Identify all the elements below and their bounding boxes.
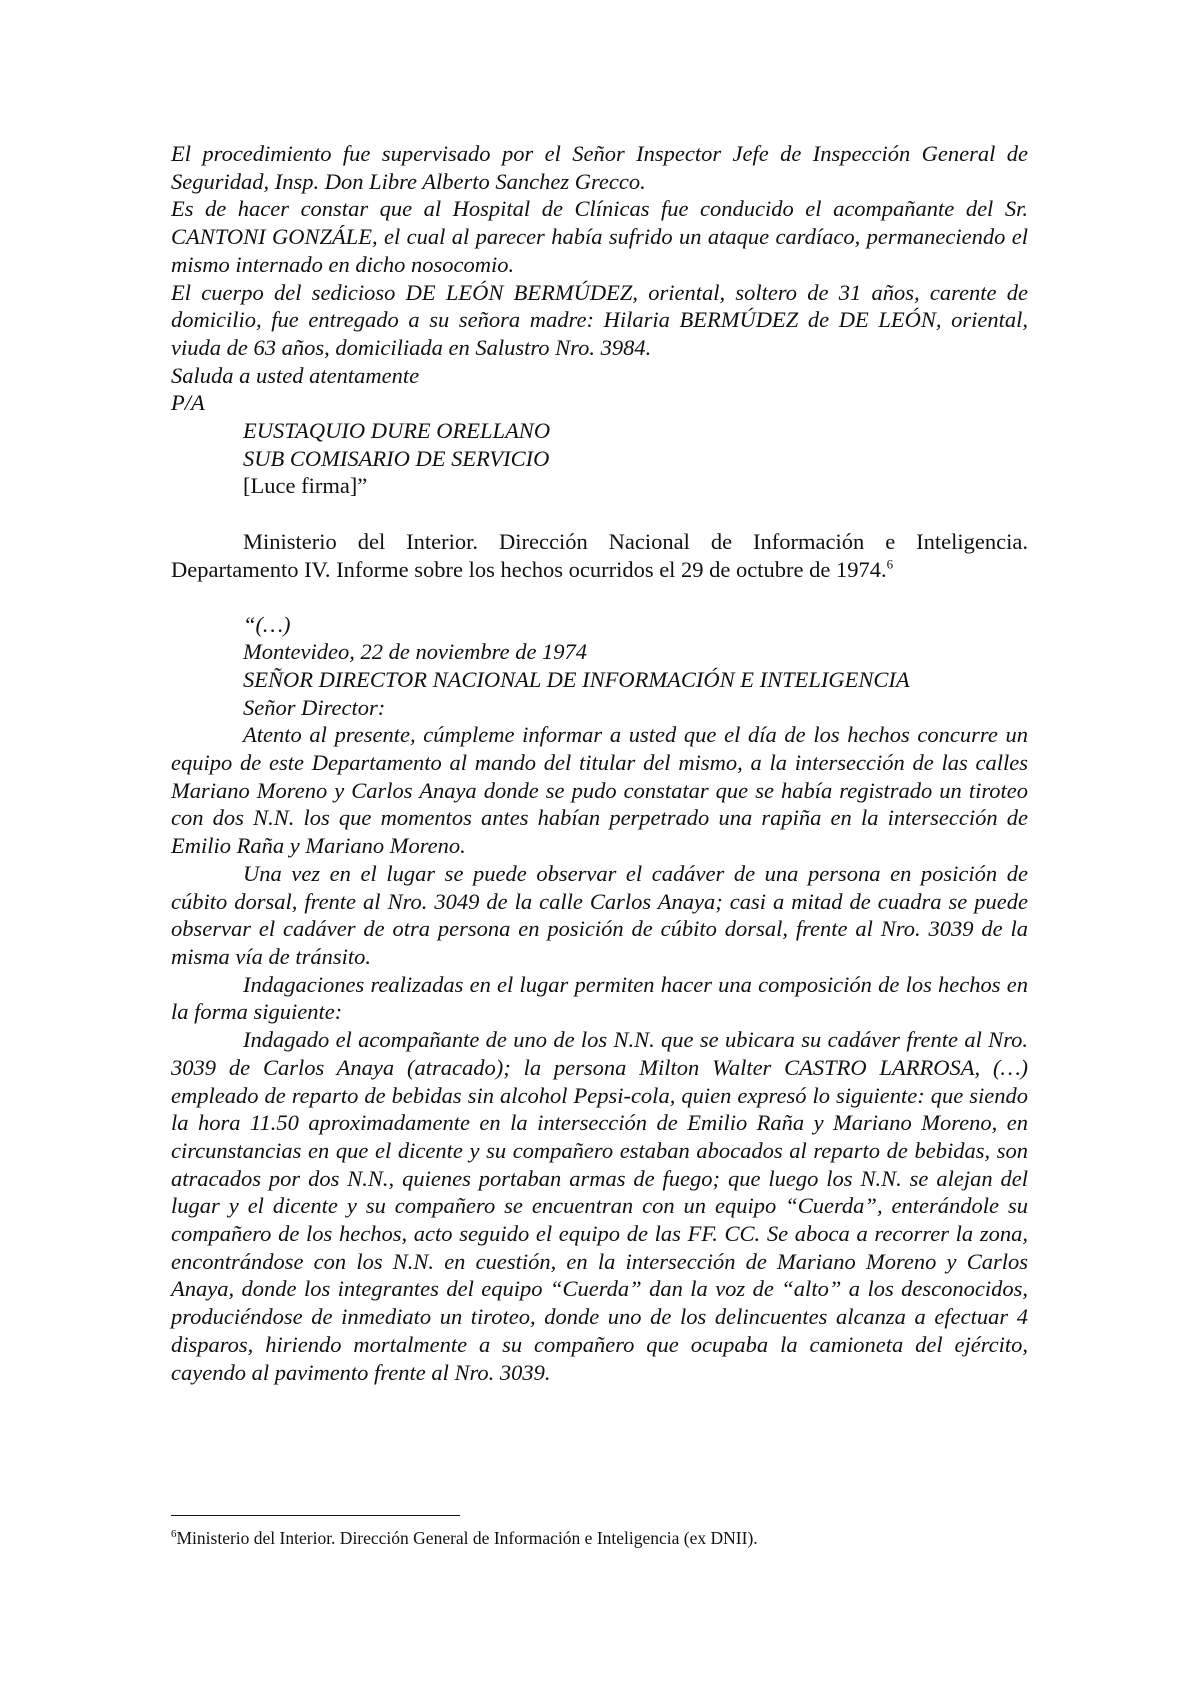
report-paragraph: Una vez en el lugar se puede observar el cadáver de una persona en posición de cúbito dorsal, frente al Nro. 3049 de la calle Carlos Anaya; casi a mitad de cuadra se puede observar el cadáver de otra persona en posición de cúbito dorsal, frente al Nro. 3039 de la misma vía de tránsito. (171, 860, 1028, 969)
pa-line: P/A (171, 390, 205, 416)
footnote-text: Ministerio del Interior. Dirección General de Información e Inteligencia (ex DNII). (176, 1528, 758, 1548)
report-place-date: Montevideo, 22 de noviembre de 1974 (243, 639, 588, 665)
report-paragraph: Atento al presente, cúmpleme informar a usted que el día de los hechos concurre un equipo de este Departamento al mando del titular del mismo, a la intersección de las calles Mariano Moreno y Carlos Anaya donde se pudo constatar que se había registrado un tiroteo con dos N.N. los que momentos antes habían perpetrado una rapiña en la intersección de Emilio Raña y Mariano Moreno. (171, 722, 1028, 859)
salutation: Saluda a usted atentamente (171, 362, 420, 388)
report-greeting: Señor Director: (243, 694, 386, 720)
source-note (171, 528, 1028, 583)
signature-block (171, 417, 1028, 500)
signature-note: [Luce firma]” (243, 473, 368, 499)
paragraph-hospital: Es de hacer constar que al Hospital de Clínicas fue conducido el acompañante del Sr. CANTONI GONZÁLE, el cual al parecer había sufrido un ataque cardíaco, permaneciendo el mismo internado en dicho nosocomio. (171, 196, 1028, 277)
source-note-text: Ministerio del Interior. Dirección Nacional de Información e Inteligencia. Departamento IV. Informe sobre los hechos ocurridos el 29 de octubre de 1974. (171, 529, 1028, 582)
signature-title: SUB COMISARIO DE SERVICIO (243, 445, 550, 471)
report-paragraph: Indagado el acompañante de uno de los N.N. que se ubicara su cadáver frente al Nro. 3039 de Carlos Anaya (atracado); la persona Milton Walter CASTRO LARROSA, (…) empleado de reparto de bebidas sin alcohol Pepsi-cola, quien expresó lo siguiente: que siendo la hora 11.50 aproximadamente en la intersección de Emilio Raña y Mariano Moreno, en circunstancias en que el dicente y su compañero estaban abocados al reparto de bebidas, son atracados por dos N.N., quienes portaban armas de fuego; que luego los N.N. se alejan del lugar y el dicente y su compañero se encuentran con un equipo “Cuerda”, enterándole su compañero de los hechos, acto seguido el equipo de las FF. CC. Se aboca a recorrer la zona, encontrándose con los N.N. en cuestión, en la intersección de Mariano Moreno y Carlos Anaya, donde los integrantes del equipo “Cuerda” dan la voz de “alto” a los desconocidos, produciéndose de inmediato un tiroteo, donde uno de los delincuentes alcanza a efectuar 4 disparos, hiriendo mortalmente a su compañero que ocupaba la camioneta del ejército, cayendo al pavimento frente al Nro. 3039. (171, 1027, 1028, 1385)
report-addressee: SEÑOR DIRECTOR NACIONAL DE INFORMACIÓN E INTELIGENCIA (243, 666, 910, 692)
footnote-separator (171, 1515, 460, 1516)
signature-name: EUSTAQUIO DURE ORELLANO (243, 418, 551, 444)
footnote (171, 1527, 1028, 1549)
footnote-number: 6 (171, 1528, 177, 1541)
report-paragraph: Indagaciones realizadas en el lugar permiten hacer una composición de los hechos en la forma siguiente: (171, 971, 1028, 1025)
report-block (171, 611, 1028, 1387)
footnote-reference: 6 (886, 556, 894, 572)
report-ellipsis: “(…) (243, 611, 291, 637)
paragraph-body-delivery: El cuerpo del sedicioso DE LEÓN BERMÚDEZ, oriental, soltero de 31 años, carente de domicilio, fue entregado a su señora madre: Hilaria BERMÚDEZ de DE LEÓN, oriental, viuda de 63 años, domiciliada en Salustro Nro. 3984. (171, 279, 1028, 360)
document-page (171, 140, 1028, 1386)
paragraph-supervision: El procedimiento fue supervisado por el Señor Inspector Jefe de Inspección General de Seguridad, Insp. Don Libre Alberto Sanchez Grecco. (171, 141, 1028, 194)
